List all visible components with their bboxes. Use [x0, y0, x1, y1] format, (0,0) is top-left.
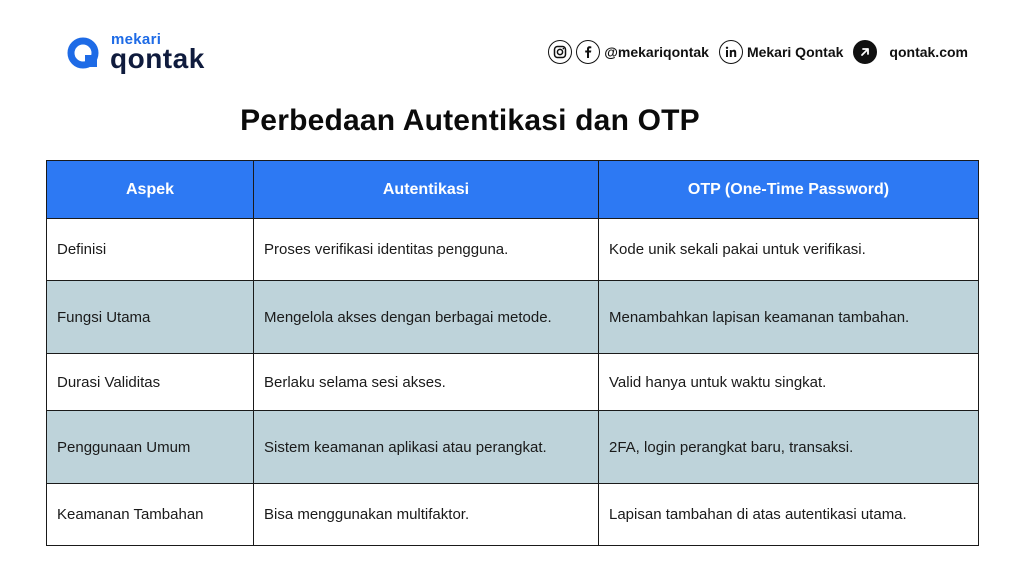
table-row [47, 219, 979, 281]
social-handle[interactable]: @mekariqontak [604, 44, 709, 60]
linkedin-name[interactable]: Mekari Qontak [746, 44, 844, 60]
cell-otp: Valid hanya untuk waktu singkat. [599, 354, 979, 411]
table-row [47, 354, 979, 411]
linkedin-icon[interactable] [719, 40, 743, 64]
arrow-up-right-icon[interactable] [853, 40, 877, 64]
mekari-qontak-logo[interactable] [66, 32, 205, 73]
cell-aspek: Durasi Validitas [47, 354, 254, 411]
cell-otp: Kode unik sekali pakai untuk verifikasi. [599, 219, 979, 281]
qontak-logo-icon [66, 36, 100, 70]
cell-autentikasi: Berlaku selama sesi akses. [254, 354, 599, 411]
header-otp: OTP (One-Time Password) [599, 161, 979, 219]
cell-aspek: Definisi [47, 219, 254, 281]
page-title: Perbedaan Autentikasi dan OTP [240, 104, 700, 137]
cell-otp: 2FA, login perangkat baru, transaksi. [599, 411, 979, 484]
facebook-icon[interactable] [576, 40, 600, 64]
cell-aspek: Keamanan Tambahan [47, 484, 254, 546]
cell-otp: Lapisan tambahan di atas autentikasi utama. [599, 484, 979, 546]
social-links [548, 40, 968, 64]
header [0, 0, 1024, 100]
cell-otp: Menambahkan lapisan keamanan tambahan. [599, 281, 979, 354]
logo-bottom-text: qontak [110, 43, 205, 74]
comparison-table [46, 160, 979, 546]
cell-autentikasi: Proses verifikasi identitas pengguna. [254, 219, 599, 281]
instagram-icon[interactable] [548, 40, 572, 64]
header-autentikasi: Autentikasi [254, 161, 599, 219]
cell-aspek: Fungsi Utama [47, 281, 254, 354]
logo-top-text: mekari [111, 31, 162, 48]
table-row [47, 484, 979, 546]
cell-autentikasi: Sistem keamanan aplikasi atau perangkat. [254, 411, 599, 484]
website-link[interactable]: qontak.com [889, 44, 968, 60]
cell-aspek: Penggunaan Umum [47, 411, 254, 484]
table-row [47, 411, 979, 484]
table-header-row [47, 161, 979, 219]
table-row [47, 281, 979, 354]
header-aspek: Aspek [47, 161, 254, 219]
cell-autentikasi: Bisa menggunakan multifaktor. [254, 484, 599, 546]
cell-autentikasi: Mengelola akses dengan berbagai metode. [254, 281, 599, 354]
